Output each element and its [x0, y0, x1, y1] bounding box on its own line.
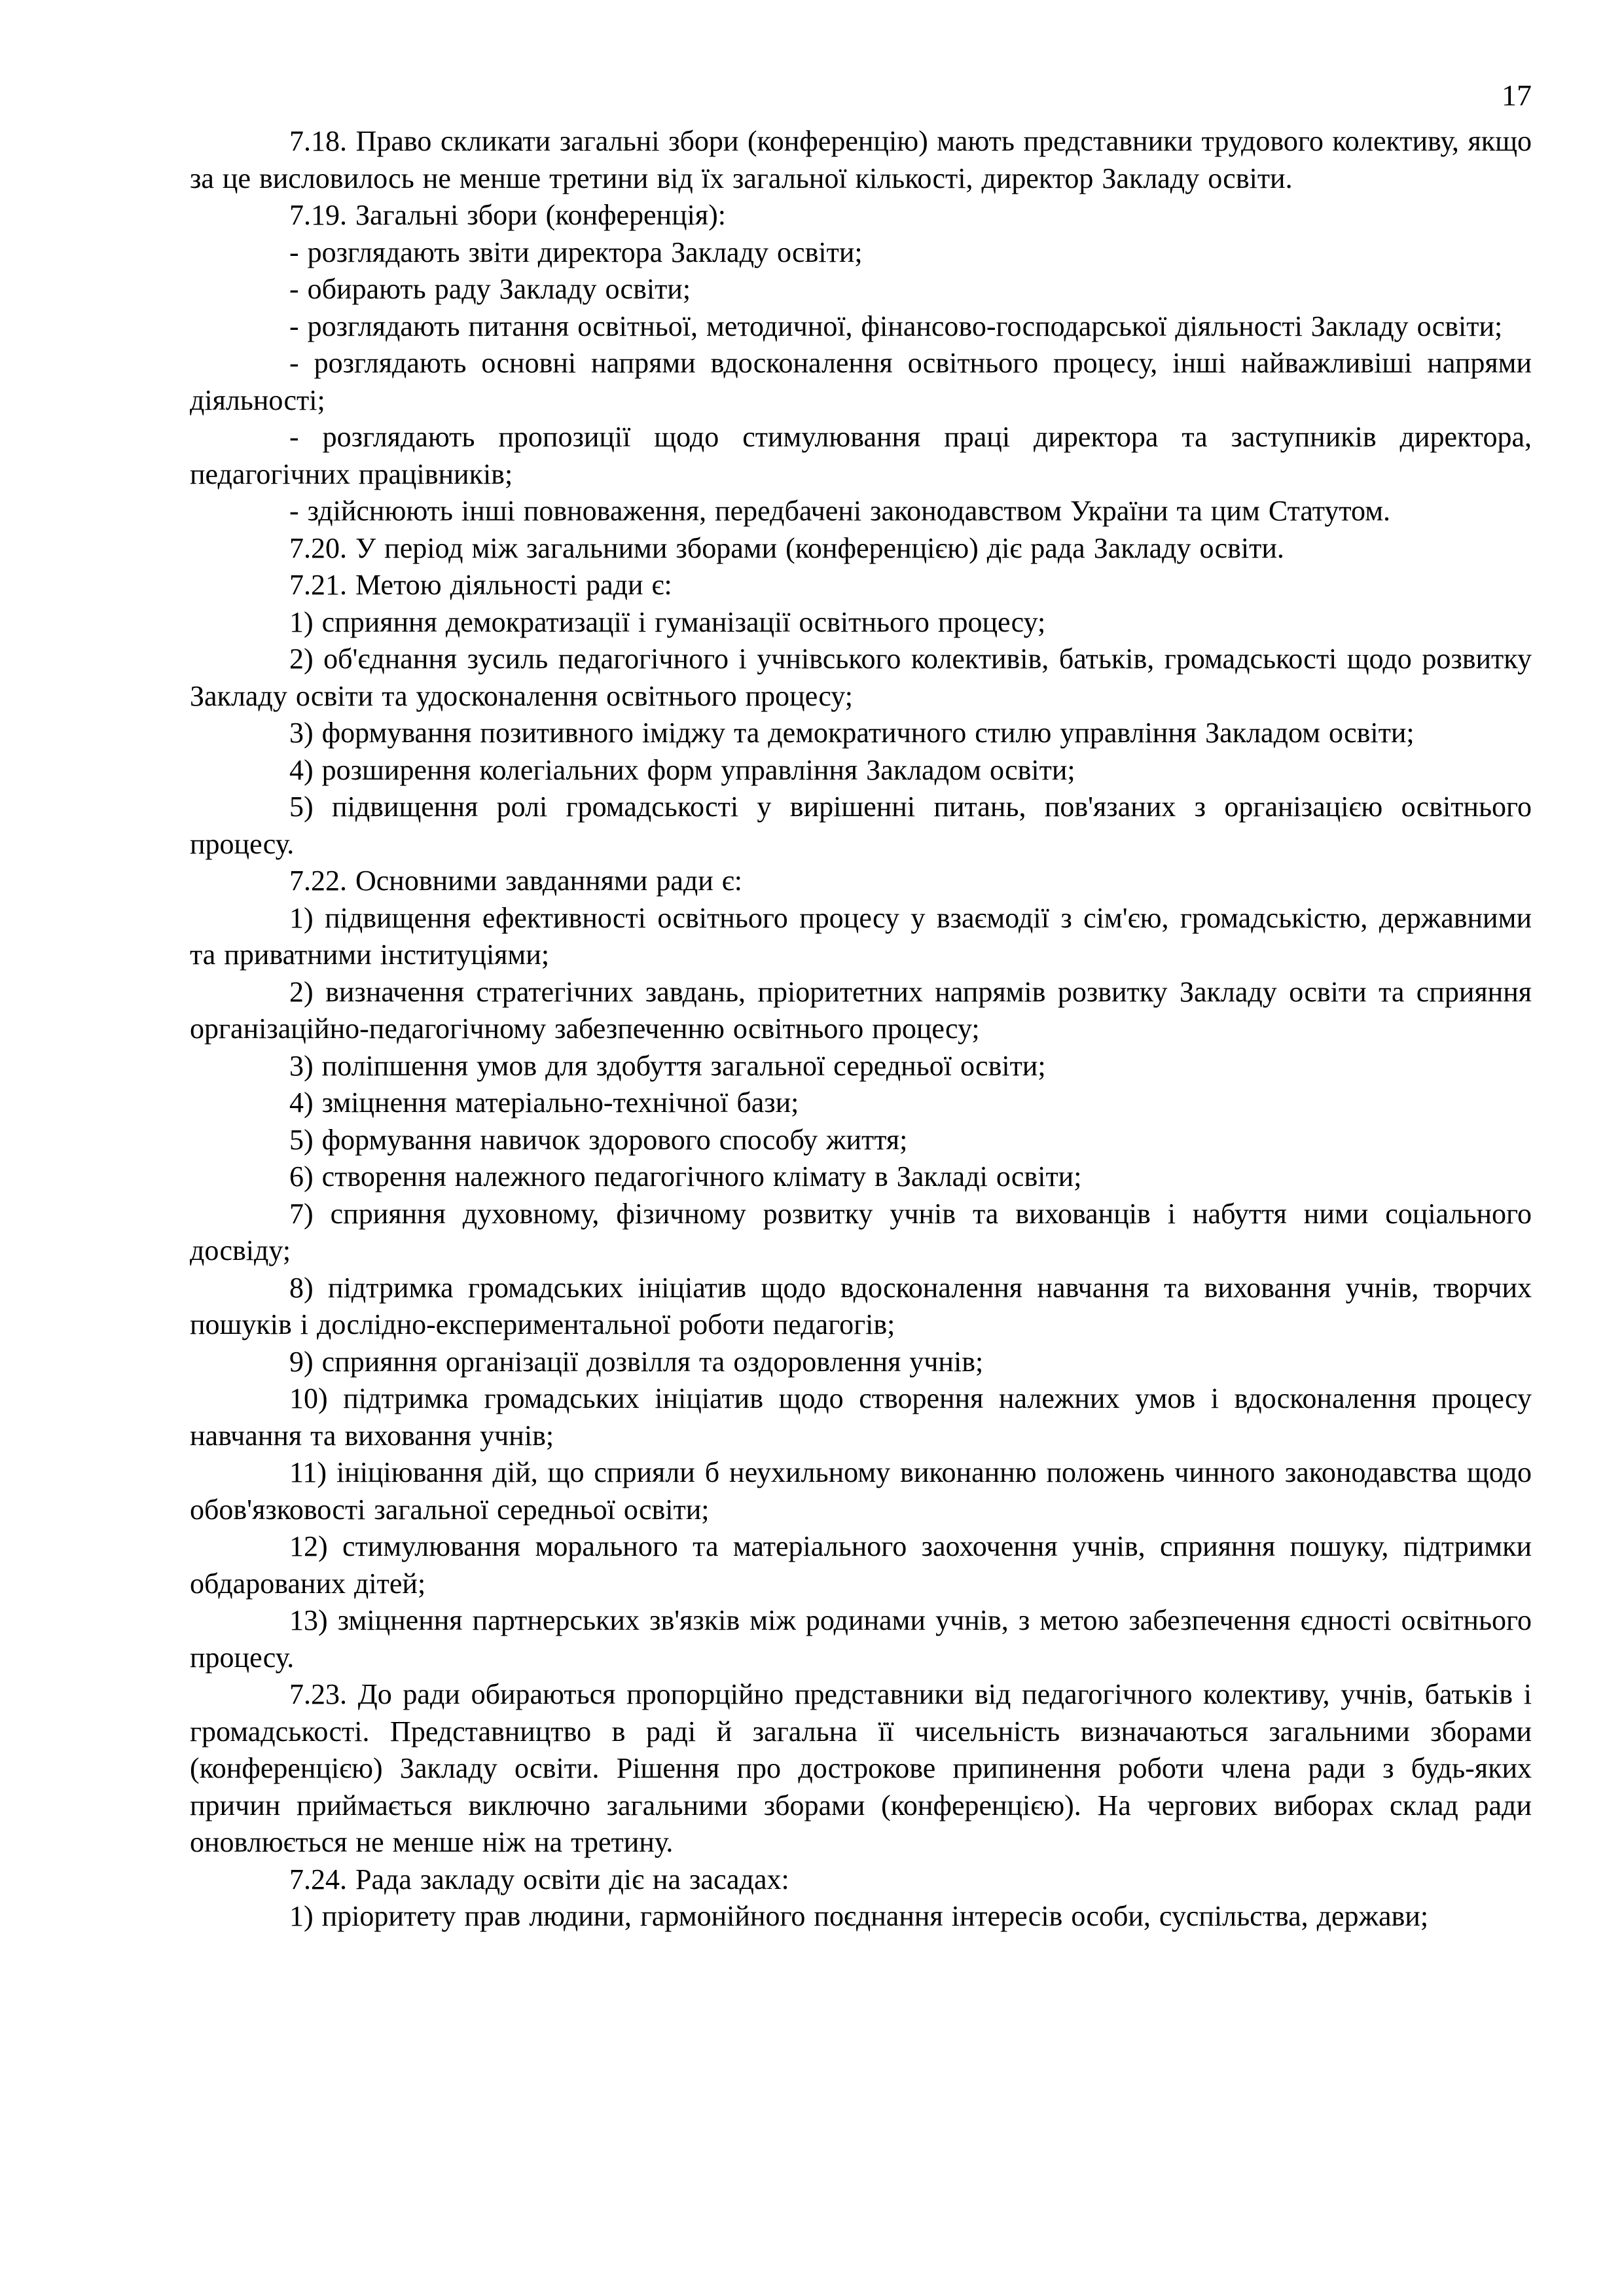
paragraph: 7.22. Основними завданнями ради є:	[289, 865, 742, 897]
paragraph: 3) формування позитивного іміджу та демократичного стилю управління Закладом освіти;	[289, 717, 1415, 749]
paragraph: 5) підвищення ролі громадськості у вирішенні питань, пов'язаних з організацією освітнього процесу.	[190, 791, 1532, 860]
paragraph: 7.21. Метою діяльності ради є:	[289, 569, 672, 601]
paragraph: - розглядають звіти директора Закладу освіти;	[289, 236, 863, 268]
paragraph: 7.18. Право скликати загальні збори (конференцію) мають представники трудового колективу, якщо за це висловилось не менше третини від їх загальної кількості, директор Закладу освіти.	[190, 125, 1532, 194]
paragraph: 7.23. До ради обираються пропорційно представники від педагогічного колективу, учнів, батьків і громадськості. Представництво в раді й загальна її чисельність визначаються загальними зборами (конференцією) Закладу освіти. Рішення про дострокове припинення роботи члена ради з будь-яких причин приймається виключно загальними зборами (конференцією). На чергових виборах склад ради оновлюється не менше ніж на третину.	[190, 1678, 1532, 1858]
paragraph: 1) сприяння демократизації і гуманізації освітнього процесу;	[289, 605, 1046, 638]
paragraph: 8) підтримка громадських ініціатив щодо вдосконалення навчання та виховання учнів, творчих пошуків і дослідно-експериментальної роботи педагогів;	[190, 1271, 1532, 1340]
paragraph: 7) сприяння духовному, фізичному розвитку учнів та вихованців і набуття ними соціального досвіду;	[190, 1197, 1532, 1266]
paragraph: 12) стимулювання морального та матеріального заохочення учнів, сприяння пошуку, підтримки обдарованих дітей;	[190, 1530, 1532, 1600]
paragraph: 5) формування навичок здорового способу життя;	[289, 1123, 908, 1156]
paragraph: - обирають раду Закладу освіти;	[289, 273, 691, 305]
page-number: 17	[1502, 79, 1532, 112]
paragraph: - розглядають пропозиції щодо стимулювання праці директора та заступників директора, педагогічних працівників;	[190, 421, 1532, 490]
paragraph: - здійснюють інші повноваження, передбачені законодавством України та цим Статутом.	[289, 495, 1391, 527]
paragraph: 11) ініціювання дій, що сприяли б неухильному виконанню положень чинного законодавства щодо обов'язковості загальної середньої освіти;	[190, 1456, 1532, 1526]
paragraph: - розглядають основні напрями вдосконалення освітнього процесу, інші найважливіші напрями діяльності;	[190, 347, 1532, 416]
paragraph: 6) створення належного педагогічного клімату в Закладі освіти;	[289, 1160, 1082, 1193]
paragraph: 13) зміцнення партнерських зв'язків між родинами учнів, з метою забезпечення єдності освітнього процесу.	[190, 1604, 1532, 1674]
paragraph: 7.19. Загальні збори (конференція):	[289, 199, 726, 231]
paragraph: 10) підтримка громадських ініціатив щодо створення належних умов і вдосконалення процесу навчання та виховання учнів;	[190, 1382, 1532, 1452]
paragraph: 1) пріоритету прав людини, гармонійного поєднання інтересів особи, суспільства, держави;	[289, 1900, 1429, 1932]
paragraph: 2) об'єднання зусиль педагогічного і учнівського колективів, батьків, громадськості щодо розвитку Закладу освіти та удосконалення освітнього процесу;	[190, 643, 1532, 712]
paragraph: - розглядають питання освітньої, методичної, фінансово-господарської діяльності Закладу освіти;	[289, 310, 1503, 342]
paragraph: 4) зміцнення матеріально-технічної бази;	[289, 1086, 799, 1119]
document-body	[190, 123, 1532, 1935]
paragraph: 7.24. Рада закладу освіти діє на засадах:	[289, 1863, 789, 1895]
paragraph: 1) підвищення ефективності освітнього процесу у взаємодії з сім'єю, громадськістю, державними та приватними інституціями;	[190, 901, 1532, 971]
paragraph: 2) визначення стратегічних завдань, пріоритетних напрямів розвитку Закладу освіти та сприяння організаційно-педагогічному забезпеченню освітнього процесу;	[190, 975, 1532, 1045]
paragraph: 3) поліпшення умов для здобуття загальної середньої освіти;	[289, 1049, 1046, 1082]
paragraph: 4) розширення колегіальних форм управління Закладом освіти;	[289, 753, 1075, 786]
paragraph: 9) сприяння організації дозвілля та оздоровлення учнів;	[289, 1345, 984, 1378]
paragraph: 7.20. У період між загальними зборами (конференцією) діє рада Закладу освіти.	[289, 531, 1284, 564]
